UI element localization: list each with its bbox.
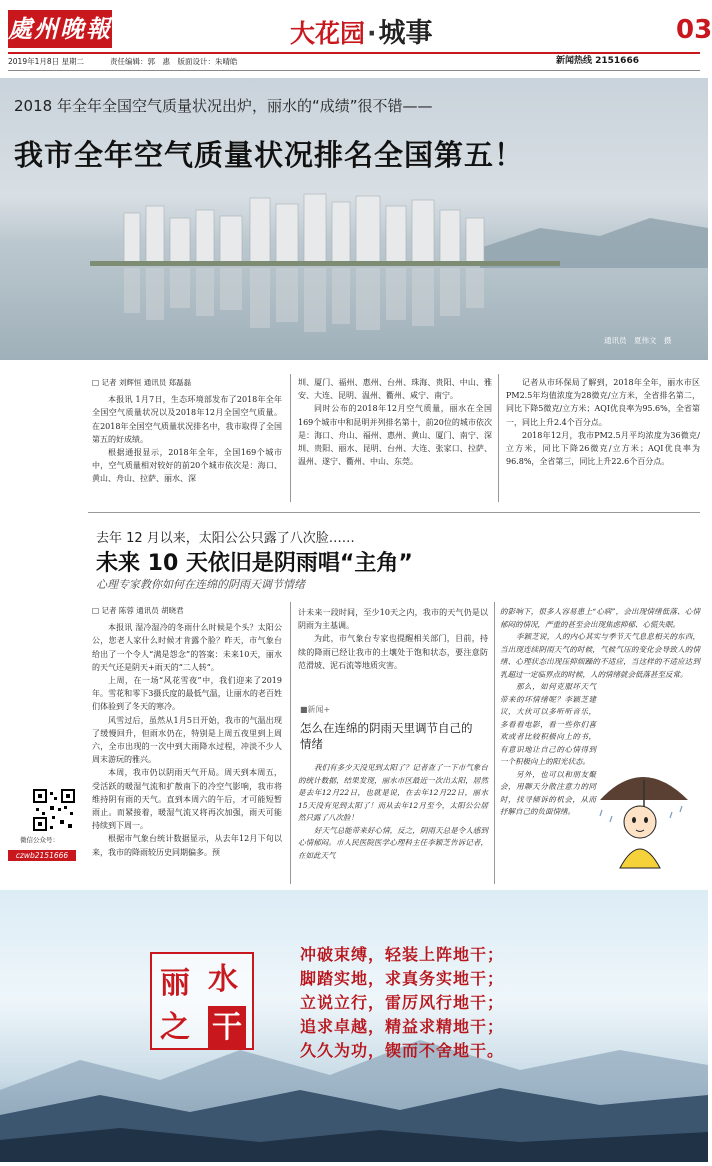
article1-paragraph: 2018年12月，我市PM2.5月平均浓度为36微克/立方米，同比下降26微克/立方米；AQI优良率为96.8%，全省第三，同比上升22.6个百分点。 (506, 430, 700, 467)
article1-column-2 (298, 376, 492, 468)
column-divider (498, 374, 499, 502)
seal-char: 干 (208, 1006, 246, 1050)
article2-paragraph: 上周，在一场“风花雪夜”中，我们迎来了2019年。雪花和零下3摄氏度的最低气温，让丽水的老百姓们体验到了冬天的寒冷。 (92, 676, 282, 712)
seal-char: 之 (160, 1010, 190, 1045)
column-divider (290, 374, 291, 502)
article2-paragraph: 本报讯 湿冷湿冷的冬雨什么时候是个头？太阳公公，您老人家什么时候才肯露个脸？昨天，市气象台给出了一个令人“满是怨念”的答案：未来10天，丽水的天气还是阴天+雨天的“二人转”。 (92, 623, 282, 672)
qr-code-icon[interactable] (32, 788, 76, 832)
article2-paragraph: 本周，我市仍以阴雨天气开局。周天到本周五，受活跃的暖湿气流和扩散南下的冷空气影响，我市将维持阴有雨的天气。直到本周六的午后，才可能短暂雨止。而紧接着，暖湿气流又将再次加强，雨天可能持续到下周一。 (92, 768, 282, 831)
slogan-line: 脚踏实地，求真务实地干； (300, 969, 505, 988)
page-number: 03 (676, 15, 712, 45)
sidebar-paragraph: 好天气总能带来好心情，反之，阴雨天总是令人感到心情郁闷。市人民医院医学心理科主任李颖芝告诉记者，在如此天气 (298, 825, 488, 860)
article2-headline: 未来 10 天依旧是阴雨唱“主角” (96, 551, 413, 576)
sidebar-heading: 怎么在连绵的阴雨天里调节自己的情绪 (300, 721, 473, 751)
news-hotline: 新闻热线 2151666 (556, 56, 639, 66)
article1-paragraph: 根据通报显示，2018年全年，全国169个城市中，空气质量相对较好的前20个城市依次是：海口、黄山、舟山、拉萨、丽水、深 (92, 448, 282, 484)
article1-paragraph: 同时公布的2018年12月空气质量，丽水在全国169个城市中和昆明并列排名第十，前20位的城市依次是：海口、舟山、福州、惠州、黄山、厦门、南宁、深圳、贵阳、丽水、昆明、台州、大连、张家口、拉萨、温州、遂宁、衢州、中山、东莞。 (298, 404, 492, 467)
section-main: 大花园 (290, 19, 366, 48)
article1-byline: □ 记者 刘辉恒 通讯员 郑磊磊 (92, 378, 192, 387)
seal-char: 水 (208, 962, 238, 997)
article2-deck: 心理专家教你如何在连绵的阴雨天调节情绪 (96, 578, 305, 591)
section-dot: · (367, 19, 377, 48)
article2-column-2 (298, 606, 488, 672)
article2-paragraph: 计未来一段时间，至少10天之内，我市的天气仍是以阴雨为主基调。 (298, 608, 488, 631)
article1-paragraph: 记者从市环保局了解到，2018年全年，丽水市区PM2.5年均值浓度为28微克/立方米，全省排名第二，同比下降5微克/立方米；AQI优良率为95.6%，全省第一，同比上升2.4个百分点。 (506, 378, 700, 427)
column-divider (494, 602, 495, 884)
dateline: 2019年1月8日 星期二 (8, 57, 85, 66)
article2-paragraph: 的影响下，很多人容易患上“心病”，会出现情绪低落、心情郁闷的情况，严重的甚至会出现焦虑抑郁、心慌失眠。 (500, 607, 700, 629)
slogan-line: 久久为功，锲而不舍地干。 (300, 1041, 505, 1060)
article2-paragraph: 根据市气象台统计数据显示，从去年12月下旬以来，我市的降雨较历史同期偏多。预 (92, 834, 282, 857)
article2-column-1 (92, 604, 282, 859)
section-title (290, 14, 433, 53)
slogan-line: 冲破束缚，轻装上阵地干； (300, 945, 505, 964)
photo-credit: 通讯员 夏伟文 摄 (604, 336, 672, 345)
section-sub: 城事 (378, 18, 433, 49)
campaign-slogan (300, 943, 504, 1063)
newspaper-logo: 處州晚報 (8, 10, 112, 48)
hero-kicker: 2018 年全年全国空气质量状况出炉，丽水的“成绩”很不错—— (14, 97, 433, 115)
masthead-rule (8, 52, 700, 54)
slogan-line: 立说立行，雷厉风行地干； (300, 993, 505, 1012)
wechat-label: 微信公众号： (20, 836, 59, 844)
umbrella-cartoon-illustration (592, 760, 692, 882)
article1-paragraph: 圳、厦门、福州、惠州、台州、珠海、贵阳、中山、雅安、大连、昆明、温州、衢州、咸宁、南宁。 (298, 378, 492, 401)
article2-paragraph: 为此，市气象台专家也提醒相关部门，目前，持续的降雨已经让我市的土壤处于饱和状态，要注意防范滑坡、泥石流等地质灾害。 (298, 634, 488, 670)
seal-char: 丽 (160, 966, 190, 1001)
lishui-zhigan-seal (150, 952, 254, 1050)
editors-line: 责任编辑：郭 惠 版面设计：朱晴皓 (110, 57, 238, 66)
header-divider (8, 70, 700, 71)
article2-paragraph: 李颖芝说，人的内心其实与季节天气息息相关的东西，当出现连续阴雨天气的时候，气候气压的变化会导致人的情绪、心理状态出现压抑烦躁的不适应，当这样的不适应达到乳超过一定临界点的时候，人的情绪就会低落甚至反常。 (500, 632, 700, 679)
slogan-line: 追求卓越，精益求精地干； (300, 1017, 505, 1036)
article2-kicker: 去年 12 月以来，太阳公公只露了八次脸…… (96, 531, 355, 546)
article2-paragraph: 那么，如何克服坏天气带来的坏情绪呢？李颖芝建议，大伙可以多听听音乐，多看看电影，看一些你们喜欢或者比较积极向上的书，有意识地让自己的心情得到一个积极向上的阳光状态。 (500, 682, 596, 766)
article1-column-1 (92, 376, 282, 486)
article2-paragraph: 风雪过后，虽然从1月5日开始，我市的气温出现了缓慢回升，但雨水仍在，特别是上周五夜里到上周六，全市出现的一次中到大雨降水过程，冲淡不少人周末游玩的雅兴。 (92, 715, 282, 765)
news-plus-label: ■新闻+ (300, 705, 331, 714)
article1-paragraph: 本报讯 1月7日，生态环境部发布了2018年全年全国空气质量状况以及2018年12月全国空气质量。在2018年全国空气质量状况排名中，我市取得了全国第五的好成绩。 (92, 395, 282, 444)
sidebar-paragraph: 我们有多少天没见到太阳了？记者查了一下市气象台的统计数据，结果发现，丽水市区最近一次出太阳，居然是去年12月22日，也就是说，在去年12月22日，丽水15天没有见到太阳了！而从去年12月至今，太阳公公居然只露了八次脸！ (298, 763, 488, 822)
article-separator (88, 512, 700, 513)
wechat-account-id: czwb2151666 (8, 850, 76, 861)
sidebar-body (298, 762, 488, 862)
hero-photo (0, 78, 708, 360)
city-skyline-photo (0, 78, 708, 360)
column-divider (290, 602, 291, 884)
article1-column-3 (506, 376, 700, 468)
article2-byline: □ 记者 陈蓉 通讯员 胡晓君 (92, 606, 184, 615)
hero-headline: 我市全年空气质量状况排名全国第五！ (14, 138, 525, 172)
article2-paragraph: 另外，也可以和朋友聚会，用聊天分散注意力的同时，找寻倾诉的机会，从而抒解自己的负面情绪。 (500, 769, 596, 816)
